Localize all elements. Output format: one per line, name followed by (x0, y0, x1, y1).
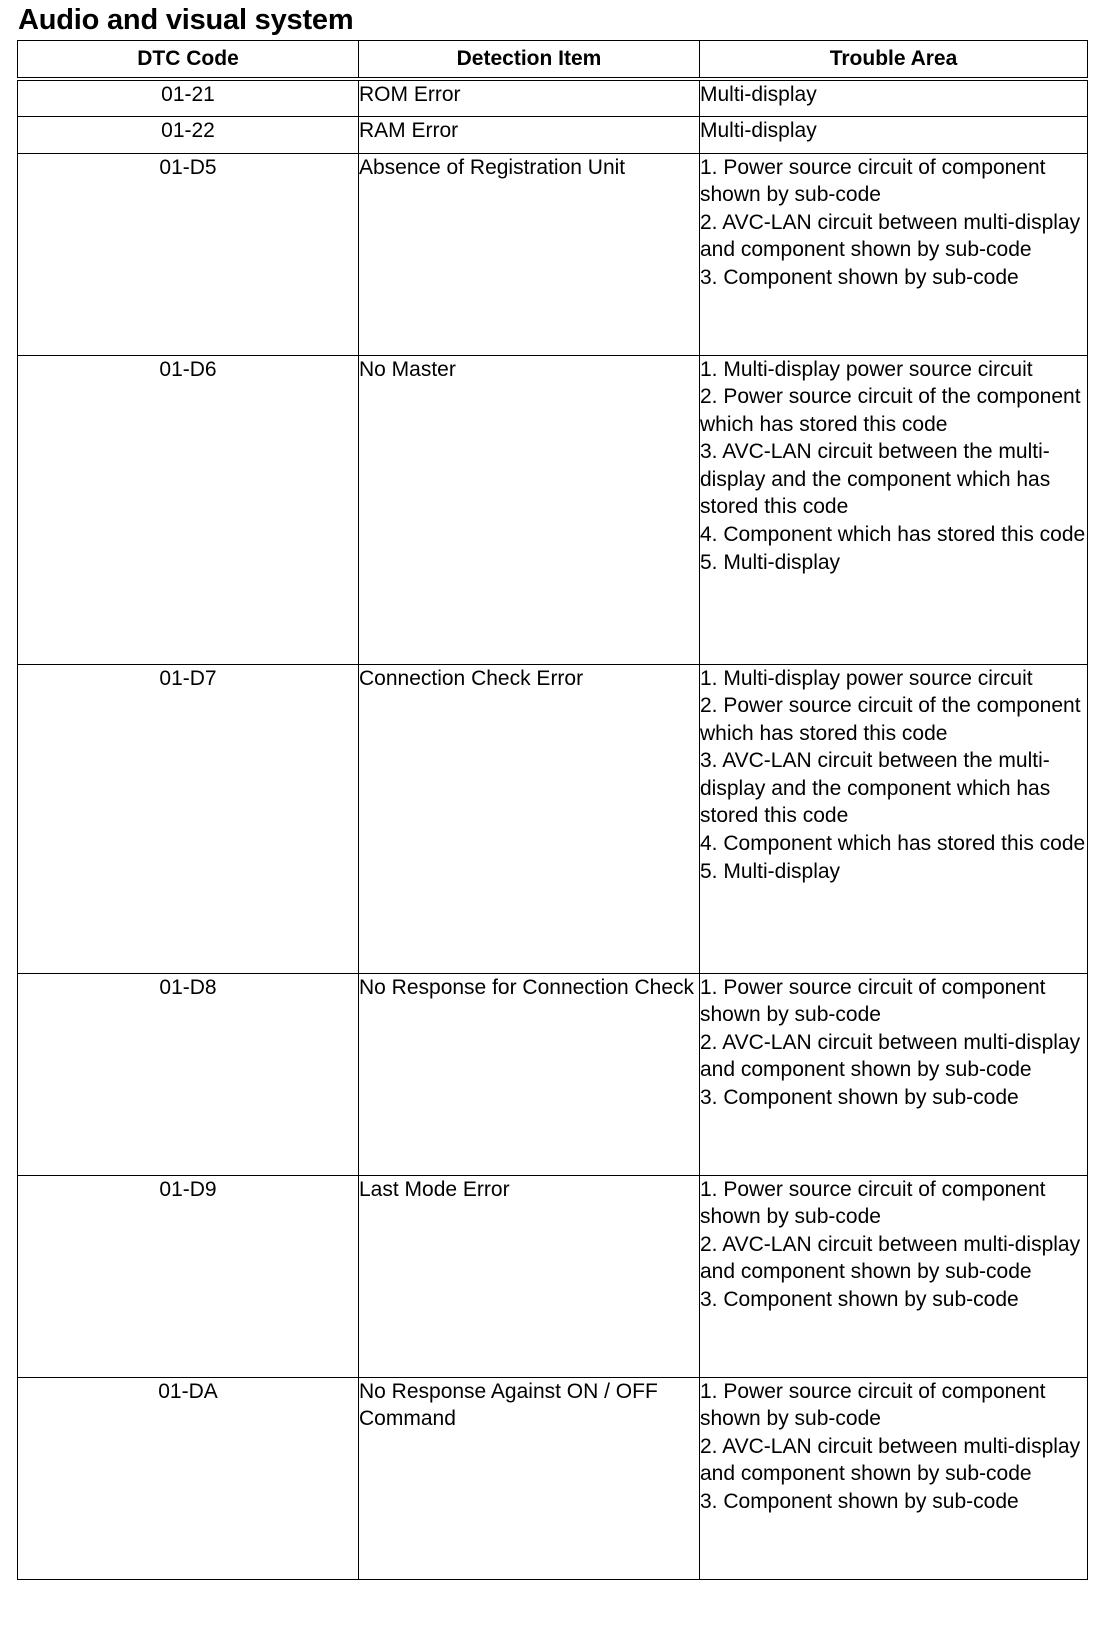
table-header (18, 41, 1088, 80)
dtc-code-cell: 01-D6 (18, 355, 359, 664)
table-row (18, 153, 1088, 355)
trouble-area-line: 1. Power source circuit of component shown by sub-code (700, 975, 1046, 1027)
detection-item-cell: Absence of Registration Unit (359, 153, 700, 355)
trouble-area-cell (700, 116, 1088, 153)
trouble-area-cell (700, 355, 1088, 664)
detection-item-cell: No Master (359, 355, 700, 664)
detection-item-cell: No Response Against ON / OFF Command (359, 1377, 700, 1579)
detection-item-cell: ROM Error (359, 79, 700, 116)
trouble-area-line: 1. Multi-display power source circuit (700, 357, 1033, 381)
trouble-area-line: 1. Multi-display power source circuit (700, 666, 1033, 690)
dtc-code-cell: 01-D8 (18, 973, 359, 1175)
trouble-area-line: 2. Power source circuit of the component which has stored this code (700, 694, 1081, 745)
trouble-area-line: 2. Power source circuit of the component which has stored this code (700, 385, 1081, 436)
table-row (18, 973, 1088, 1175)
trouble-area-line: 3. Component shown by sub-code (700, 265, 1019, 289)
trouble-area-line: 4. Component which has stored this code (700, 832, 1086, 856)
header-detection-item: Detection Item (359, 41, 700, 80)
dtc-code-cell: 01-DA (18, 1377, 359, 1579)
trouble-area-line: 3. Component shown by sub-code (700, 1085, 1019, 1109)
header-trouble-area: Trouble Area (700, 41, 1088, 80)
dtc-code-cell: 01-D5 (18, 153, 359, 355)
table-row (18, 1377, 1088, 1579)
trouble-area-cell (700, 664, 1088, 973)
dtc-code-cell: 01-21 (18, 79, 359, 116)
dtc-table (17, 40, 1088, 1580)
table-row (18, 1175, 1088, 1377)
detection-item-cell: Last Mode Error (359, 1175, 700, 1377)
trouble-area-line: 3. AVC-LAN circuit between the multi-display and the component which has stored this code (700, 749, 1051, 828)
trouble-area-line: 4. Component which has stored this code (700, 523, 1086, 547)
trouble-area-line: 3. AVC-LAN circuit between the multi-display and the component which has stored this code (700, 440, 1051, 519)
trouble-area-line: Multi-display (700, 118, 817, 142)
trouble-area-line: 3. Component shown by sub-code (700, 1287, 1019, 1311)
trouble-area-cell (700, 1175, 1088, 1377)
trouble-area-line: Multi-display (700, 83, 817, 106)
trouble-area-cell (700, 1377, 1088, 1579)
trouble-area-cell (700, 79, 1088, 116)
table-row (18, 79, 1088, 116)
trouble-area-line: 2. AVC-LAN circuit between multi-display and component shown by sub-code (700, 1030, 1081, 1082)
page-title: Audio and visual system (18, 4, 354, 36)
trouble-area-line: 1. Power source circuit of component shown by sub-code (700, 1379, 1046, 1431)
header-row (18, 41, 1088, 80)
dtc-code-cell: 01-D9 (18, 1175, 359, 1377)
table-row (18, 355, 1088, 664)
trouble-area-line: 5. Multi-display (700, 550, 841, 574)
trouble-area-line: 3. Component shown by sub-code (700, 1489, 1019, 1513)
detection-item-cell: RAM Error (359, 116, 700, 153)
table-row (18, 664, 1088, 973)
trouble-area-line: 2. AVC-LAN circuit between multi-display and component shown by sub-code (700, 1434, 1081, 1486)
trouble-area-line: 1. Power source circuit of component shown by sub-code (700, 1177, 1046, 1229)
dtc-code-cell: 01-D7 (18, 664, 359, 973)
trouble-area-line: 2. AVC-LAN circuit between multi-display and component shown by sub-code (700, 1232, 1081, 1284)
table-body (18, 79, 1088, 1579)
table-row (18, 116, 1088, 153)
detection-item-cell: Connection Check Error (359, 664, 700, 973)
dtc-code-cell: 01-22 (18, 116, 359, 153)
trouble-area-line: 2. AVC-LAN circuit between multi-display and component shown by sub-code (700, 210, 1081, 262)
header-dtc-code: DTC Code (18, 41, 359, 80)
detection-item-cell: No Response for Connection Check (359, 973, 700, 1175)
trouble-area-cell (700, 973, 1088, 1175)
trouble-area-line: 5. Multi-display (700, 859, 841, 883)
trouble-area-cell (700, 153, 1088, 355)
trouble-area-line: 1. Power source circuit of component shown by sub-code (700, 155, 1046, 207)
